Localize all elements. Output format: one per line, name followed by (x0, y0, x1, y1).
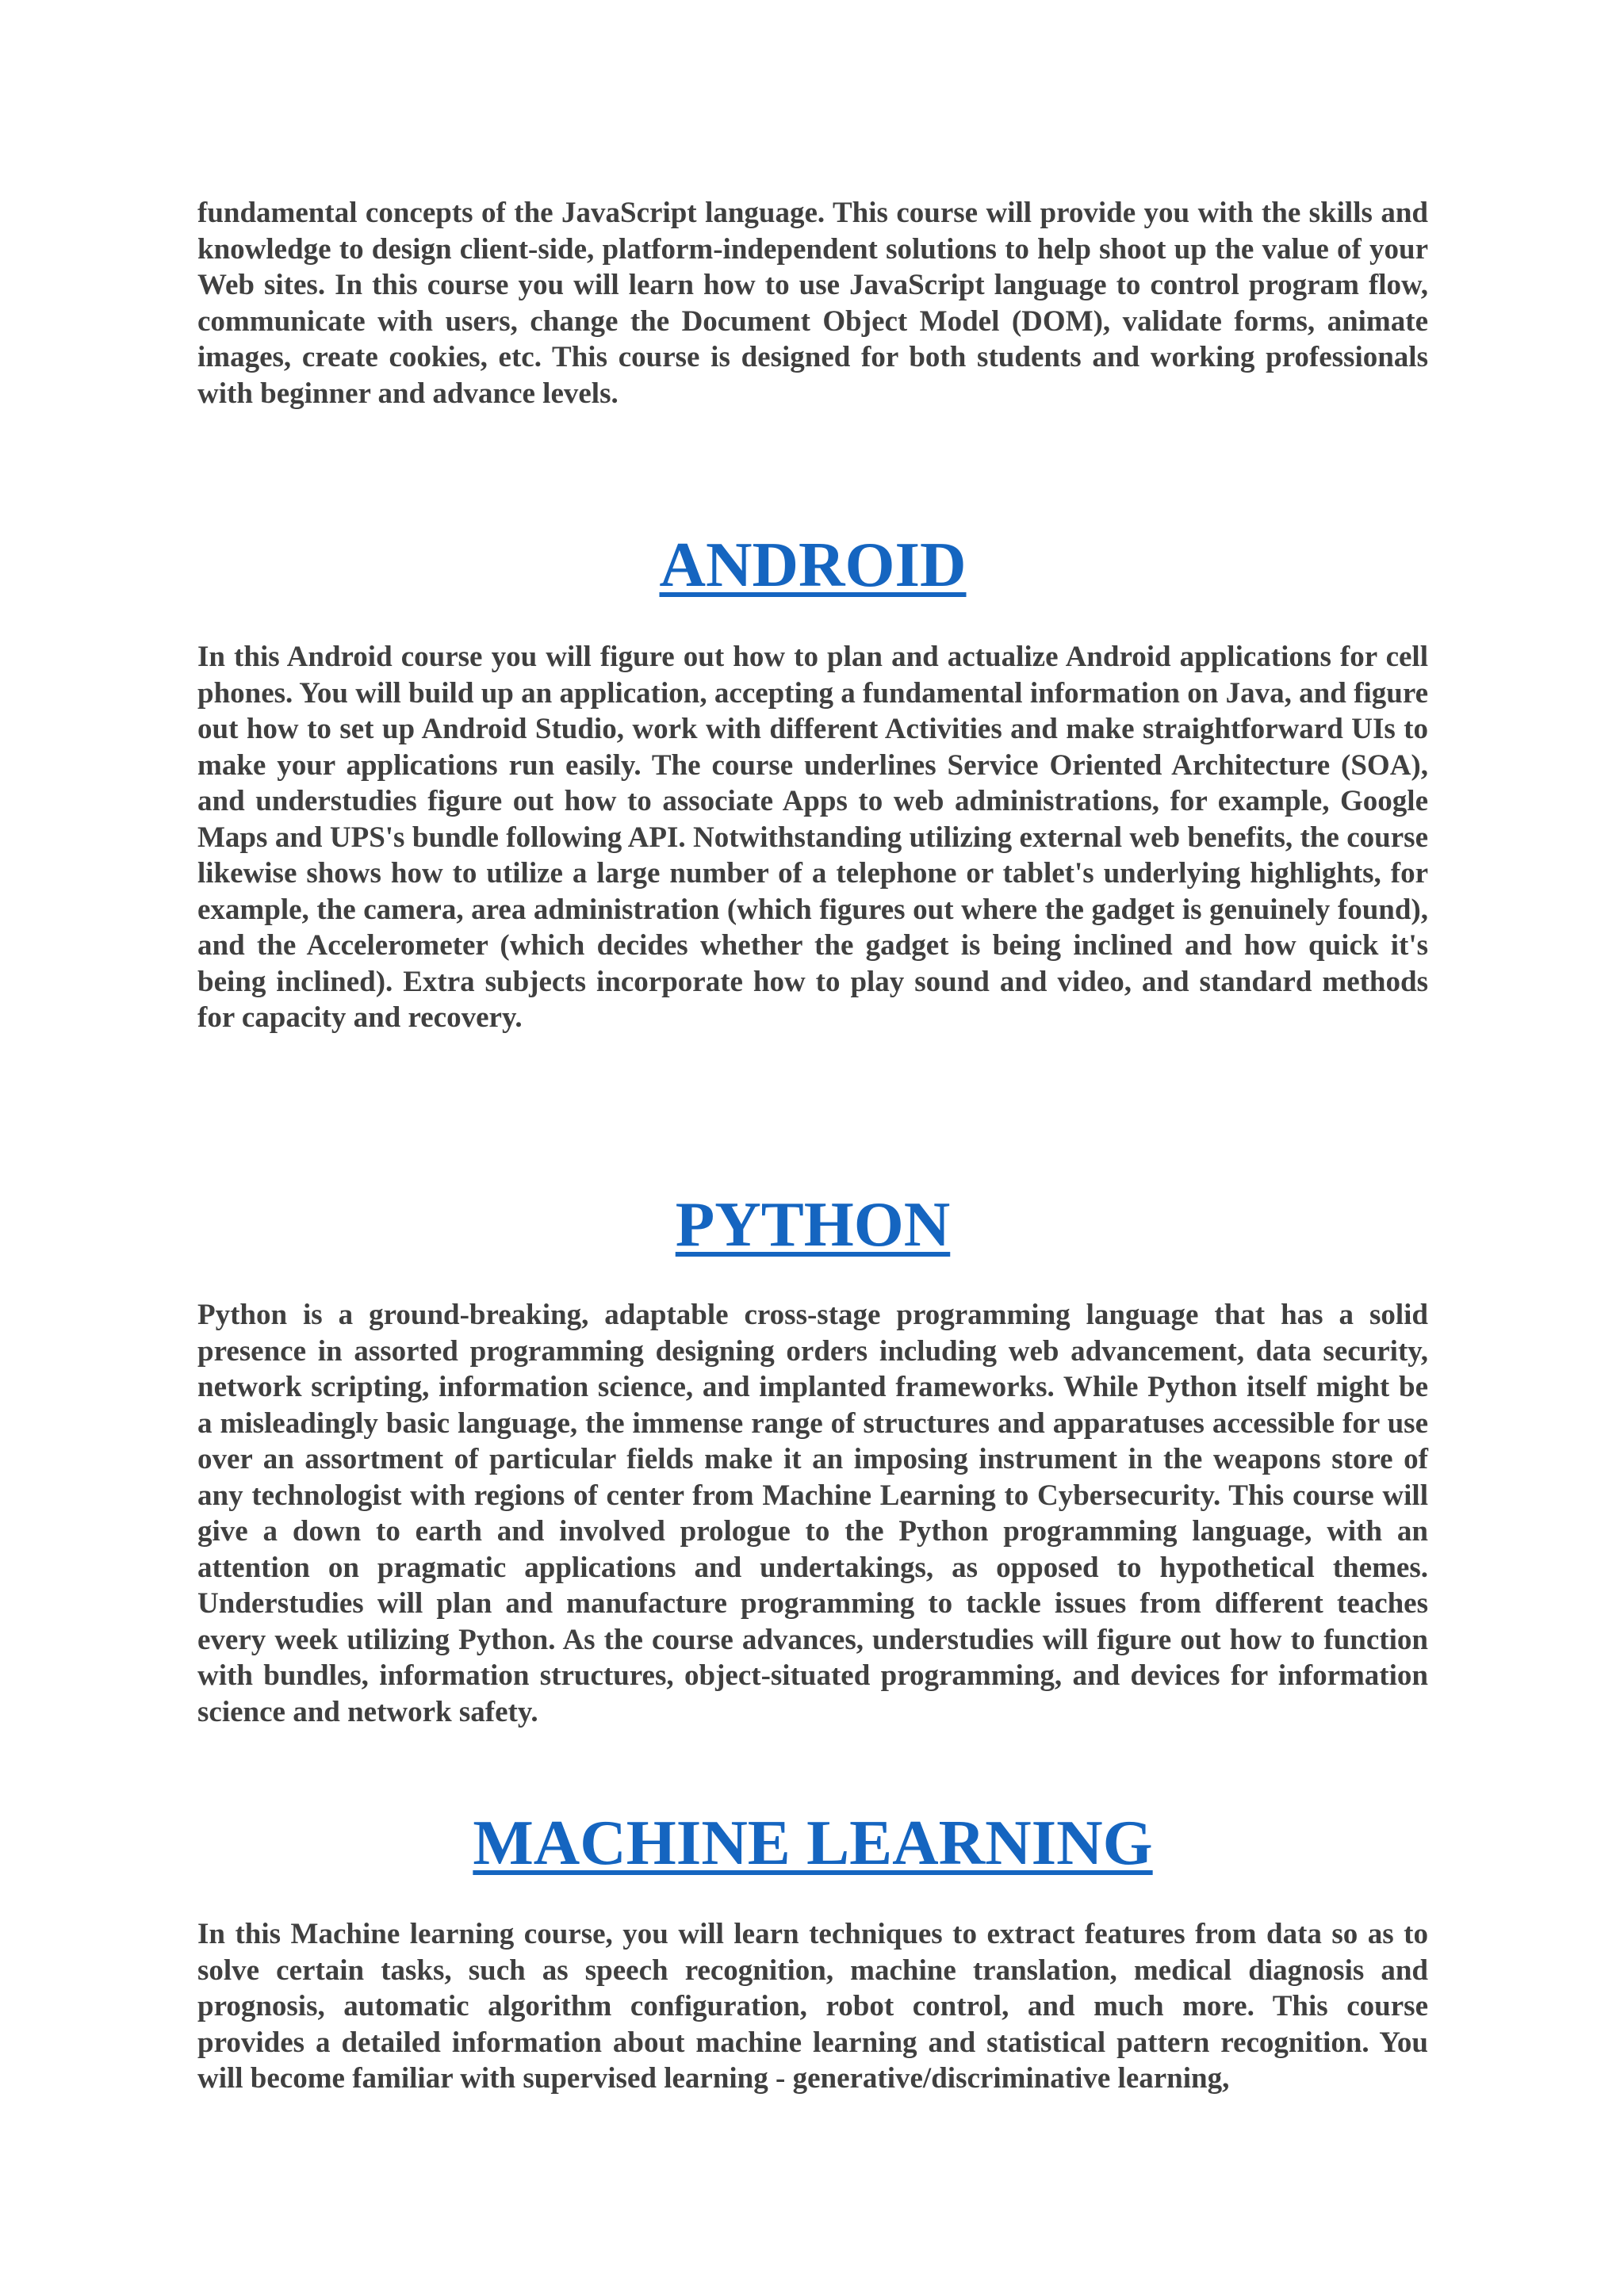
android-section (197, 639, 1428, 1036)
android-heading-block (197, 525, 1428, 604)
javascript-section (197, 195, 1428, 411)
python-section (197, 1297, 1428, 1730)
machine-learning-heading-block (197, 1803, 1428, 1882)
python-paragraph: Python is a ground-breaking, adaptable cross-stage programming language that has a solid presence in assorted programming designing orders including web advancement, data security, network scripting, information science, and implanted frameworks. While Python itself might be a misleadingly basic language, the immense range of structures and apparatuses accessible for use over an assortment of particular fields make it an imposing instrument in the weapons store of any technologist with regions of center from Machine Learning to Cybersecurity. This course will give a down to earth and involved prologue to the Python programming language, with an attention on pragmatic applications and undertakings, as opposed to hypothetical themes. Understudies will plan and manufacture programming to tackle issues from different teaches every week utilizing Python. As the course advances, understudies will figure out how to function with bundles, information structures, object-situated programming, and devices for information science and network safety. (197, 1299, 1428, 1728)
javascript-paragraph: fundamental concepts of the JavaScript language. This course will provide you with the skills and knowledge to design client-side, platform-independent solutions to help shoot up the value of your Web sites. In this course you will learn how to use JavaScript language to control program flow, communicate with users, change the Document Object Model (DOM), validate forms, animate images, create cookies, etc. This course is designed for both students and working professionals with beginner and advance levels. (197, 197, 1428, 410)
machine-learning-section (197, 1916, 1428, 2097)
python-heading-block (197, 1184, 1428, 1264)
android-paragraph: In this Android course you will figure out how to plan and actualize Android applications for cell phones. You will build up an application, accepting a fundamental information on Java, and figure out how to set up Android Studio, work with different Activities and make straightforward UIs to make your applications run easily. The course underlines Service Oriented Architecture (SOA), and understudies figure out how to associate Apps to web administrations, for example, Google Maps and UPS's bundle following API. Notwithstanding utilizing external web benefits, the course likewise shows how to utilize a large number of a telephone or tablet's underlying highlights, for example, the camera, area administration (which figures out where the gadget is genuinely found), and the Accelerometer (which decides whether the gadget is being inclined and how quick it's being inclined). Extra subjects incorporate how to play sound and video, and standard methods for capacity and recovery. (197, 641, 1428, 1034)
android-heading: ANDROID (659, 529, 967, 600)
machine-learning-heading: MACHINE LEARNING (473, 1807, 1153, 1878)
python-heading: PYTHON (675, 1188, 951, 1260)
machine-learning-paragraph: In this Machine learning course, you will learn techniques to extract features from data so as to solve certain tasks, such as speech recognition, machine translation, medical diagnosis and prognosis, automatic algorithm configuration, robot control, and much more. This course provides a detailed information about machine learning and statistical pattern recognition. You will become familiar with supervised learning - generative/discriminative learning, (197, 1918, 1428, 2095)
